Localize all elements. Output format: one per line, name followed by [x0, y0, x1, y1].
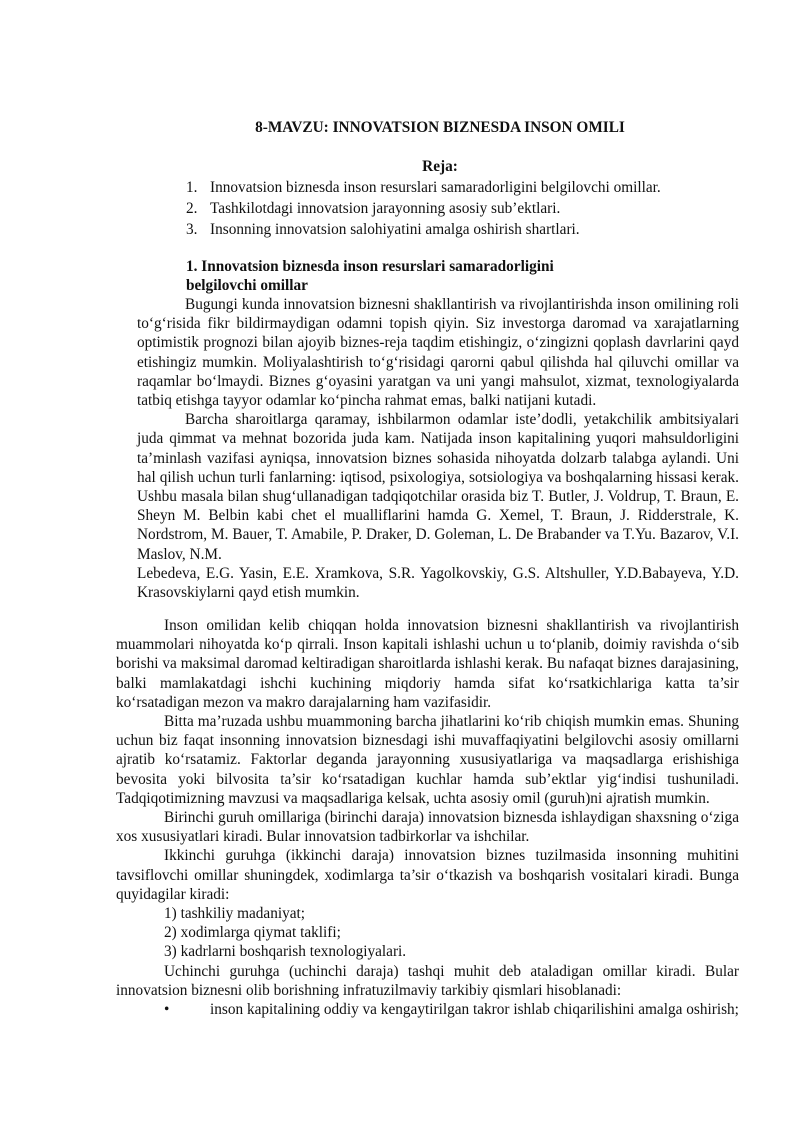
section-heading-line: 1. Innovatsion biznesda inson resurslari samaradorligini — [186, 258, 554, 275]
paragraph: Inson omilidan kelib chiqqan holda innovatsion biznesni shakllantirish va rivojlantirish muammolari nihoyatda ko‘p qirrali. Inson kapitali ishlashi uchun u to‘planib, doimiy ravishda o‘sib borishi va maksimal daromad keltiradigan sharoitlarda ishlashi kerak. Bu nafaqat biznes darajasining, balki mamlakatdagi ishchi kuchining miqdoriy hamda sifat ko‘rsatkichlariga katta ta’sir ko‘rsatadigan mezon va makro darajalarning ham vazifasidir. — [116, 617, 739, 711]
plan-item — [186, 220, 746, 241]
section-heading-line: belgilovchi omillar — [186, 277, 308, 295]
plan-item-text: Insonning innovatsion salohiyatini amalga oshirish shartlari. — [210, 221, 580, 238]
plan-item-text: Tashkilotdagi innovatsion jarayonning asosiy sub’ektlari. — [210, 200, 561, 217]
plan-item-text: Innovatsion biznesda inson resurslari samaradorligini belgilovchi omillar. — [210, 179, 661, 196]
paragraph: Bitta ma’ruzada ushbu muammoning barcha jihatlarini ko‘rib chiqish mumkin emas. Shuning uchun biz faqat insonning innovatsion biznesdagi ishi muvaffaqiyatini belgilovchi asosiy omillarni ajratib ko‘rsatamiz. Faktorlar deganda jarayonning xususiyatlariga va maqsadlarga erishishiga bevosita yoki bilvosita ta’sir ko‘rsatadigan kuchlar hamda sub’ektlar yig‘indisi tushuniladi. Tadqiqotimizning mavzusi va maqsadlariga kelsak, uchta asosiy omil (guruh)ni ajratish mumkin. — [116, 713, 739, 807]
plan-list — [186, 178, 746, 241]
plan-heading: Reja: — [422, 158, 458, 175]
plan-item-number: 1. — [186, 179, 198, 196]
paragraph: Ikkinchi guruhga (ikkinchi daraja) innovatsion biznes tuzilmasida insonning muhitini tavsiflovchi omillar shuningdek, xodimlarga ta’sir o‘tkazish va boshqarish vositalari kiradi. Bunga quyidagilar kiradi: — [116, 847, 739, 903]
plan-item — [186, 178, 746, 199]
plan-item-number: 3. — [186, 221, 198, 238]
bullet-text: inson kapitalining oddiy va kengaytirilgan takror ishlab chiqarilishini amalga oshirish; — [210, 1001, 739, 1019]
plan-item-number: 2. — [186, 200, 198, 217]
section-heading — [186, 257, 706, 295]
paragraph: Barcha sharoitlarga qaramay, ishbilarmon odamlar iste’dodli, yetakchilik ambitsiyalari juda qimmat va mehnat bozorida juda kam. Natijada inson kapitalining yuqori mahsuldorligini ta’minlash vazifasi ayniqsa, innovatsion biznes sohasida nihoyatda dolzarb talabga aylandi. Uni hal qilish uchun turli fanlarning: iqtisod, psixologiya, sotsiologiya va boshqalarning hissasi kerak. Ushbu masala bilan shug‘ullanadigan tadqiqotchilar orasida biz T. Butler, J. Voldrup, T. Braun, E. Sheyn M. Belbin kabi chet el mualliflarini hamda G. Xemel, T. Braun, J. Ridderstrale, K. Nordstrom, M. Bauer, T. Amabile, P. Draker, D. Goleman, L. De Brabander va T.Yu. Bazarov, V.I. Maslov, N.M. — [137, 411, 739, 563]
paragraph: Lebedeva, E.G. Yasin, E.E. Xramkova, S.R. Yagolkovskiy, G.S. Altshuller, Y.D.Babayeva, Y.D. Krasovskiylarni qayd etish mumkin. — [137, 564, 739, 602]
paragraph: Birinchi guruh omillariga (birinchi daraja) innovatsion biznesda ishlaydigan shaxsning o‘ziga xos xususiyatlari kiradi. Bular innovatsion tadbirkorlar va ishchilar. — [116, 809, 739, 846]
list-item: 1) tashkiliy madaniyat; — [164, 905, 306, 923]
bullet-item — [116, 1000, 739, 1019]
body-block-indented — [137, 295, 739, 602]
plan-item — [186, 199, 746, 220]
body-block — [116, 616, 739, 1019]
paragraph: Bugungi kunda innovatsion biznesni shakllantirish va rivojlantirishda inson omilining roli to‘g‘risida fikr bildirmaydigan odamni topish qiyin. Siz investorga daromad va xarajatlarning optimistik prognozi bilan ajoyib biznes-reja taqdim etishingiz, o‘zingizni qoplash davrlarini qayd etishingiz mumkin. Moliyalashtirish to‘g‘risidagi qarorni qabul qilishda hal qiluvchi omillar va raqamlar bo‘lmaydi. Biznes g‘oyasini yaratgan va uni yangi mahsulot, xizmat, texnologiyalarda tatbiq etishga tayyor odamlar ko‘pincha rahmat emas, balki natijani kutadi. — [137, 296, 739, 410]
list-item: 3) kadrlarni boshqarish texnologiyalari. — [164, 943, 407, 961]
bullet-icon: • — [164, 1001, 170, 1019]
page-title: 8-MAVZU: INNOVATSION BIZNESDA INSON OMILI — [255, 119, 625, 136]
list-item: 2) xodimlarga qiymat taklifi; — [164, 924, 341, 942]
paragraph: Uchinchi guruhga (uchinchi daraja) tashqi muhit deb ataladigan omillar kiradi. Bular innovatsion biznesni olib borishning infratuzilmaviy tarkibiy qismlari hisoblanadi: — [116, 962, 739, 999]
